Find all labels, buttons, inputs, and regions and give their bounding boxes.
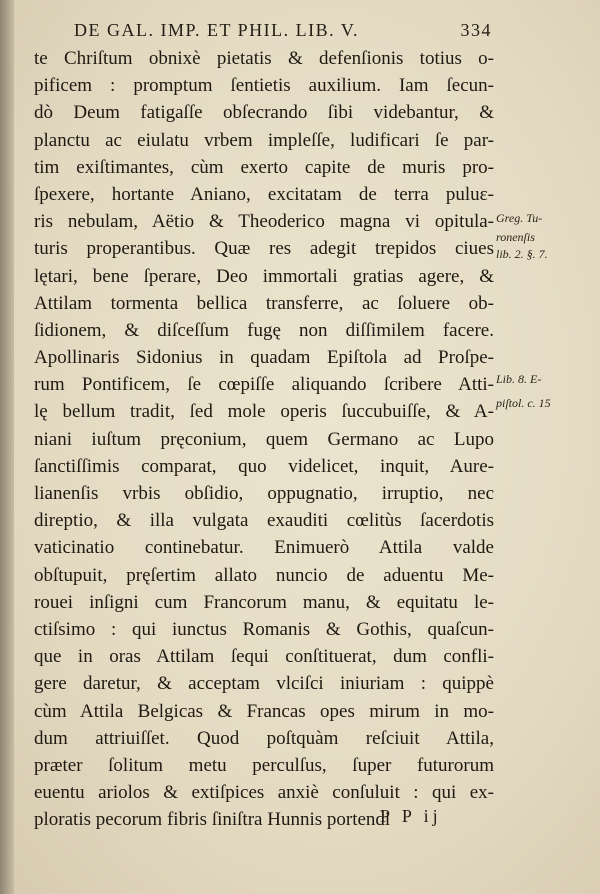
text-line: te Chriſtum obnixè pietatis & defenſionis totius o- <box>34 48 494 69</box>
text-line: dum attriuiſſet. Quod poſtquàm reſciuit Attila, <box>34 727 494 749</box>
text-line: pificem : promptum ſentietis auxilium. Iam ſecun- <box>34 75 494 97</box>
text-line: lę bellum tradit, ſed mole operis ſuccubuiſſe, & A- <box>34 401 494 423</box>
page-binding-shadow <box>0 0 14 894</box>
margin-note: ronenſis <box>496 230 535 245</box>
page-number: 334 <box>460 20 492 40</box>
text-line: Apollinaris Sidonius in quadam Epiſtola ad Proſpe- <box>34 347 494 369</box>
text-line: cùm Attila Belgicas & Francas opes mirum in mo- <box>34 700 494 722</box>
text-line: niani iuſtum pręconium, quem Germano ac Lupo <box>34 428 494 450</box>
text-line: euentu ariolos & extiſpices anxiè conſuluit : qui ex- <box>34 782 494 804</box>
margin-note: piſtol. c. 15 <box>496 396 551 411</box>
text-line: rum Pontificem, ſe cœpiſſe aliquando ſcribere Atti- <box>34 374 494 396</box>
running-head: DE GAL. IMP. ET PHIL. LIB. V. <box>74 20 360 40</box>
text-block <box>34 45 494 833</box>
text-line: gere daretur, & acceptam vlciſci iniuriam : quippè <box>34 673 494 695</box>
text-line: direptio, & illa vulgata exauditi cœlitùs ſacerdotis <box>34 510 494 532</box>
text-line: rouei inſigni cum Francorum manu, & equitatu le- <box>34 591 494 613</box>
text-line: præter ſolitum metu perculſus, ſuper futurorum <box>34 754 494 776</box>
signature-mark: P P ij <box>380 806 442 826</box>
text-line: lętari, bene ſperare, Deo immortali gratias agere, & <box>34 265 494 287</box>
text-line: turis properantibus. Quæ res adegit trepidos ciues <box>34 238 494 260</box>
text-line: ploratis pecorum fibris ſiniſtra Hunnis portendi <box>34 809 391 831</box>
text-line: ſanctiſſimis comparat, quo videlicet, inquit, Aure- <box>34 455 494 477</box>
text-line: ctiſsimo : qui iunctus Romanis & Gothis, quaſcun- <box>34 618 494 640</box>
text-line: ris nebulam, Aëtio & Theoderico magna vi opitula- <box>34 211 494 233</box>
margin-note: Greg. Tu- <box>496 211 543 226</box>
text-line: tim exiſtimantes, cùm exerto capite de muris pro- <box>34 156 494 178</box>
text-line: que in oras Attilam ſequi conſtituerat, dum confli- <box>34 646 494 668</box>
text-line: Attilam tormenta bellica transferre, ac ſoluere ob- <box>34 292 494 314</box>
text-line: vaticinatio continebatur. Enimuerò Attila valde <box>34 537 494 559</box>
text-line: planctu ac eiulatu vrbem impleſſe, ludificari ſe par- <box>34 129 494 151</box>
margin-note: Lib. 8. E- <box>496 371 542 386</box>
margin-note: lib. 2. §. 7. <box>496 246 548 261</box>
text-line: dò Deum fatigaſſe obſecrando ſibi videbantur, & <box>34 102 494 124</box>
text-line: obſtupuit, pręſertim allato nuncio de aduentu Me- <box>34 564 494 586</box>
text-line: ſpexere, hortante Aniano, excitatam de terra puluε- <box>34 183 494 205</box>
text-line: lianenſis vrbis obſidio, oppugnatio, irruptio, nec <box>34 483 494 504</box>
text-line: ſidionem, & diſceſſum fugę non diſſimilem facere. <box>34 319 494 341</box>
